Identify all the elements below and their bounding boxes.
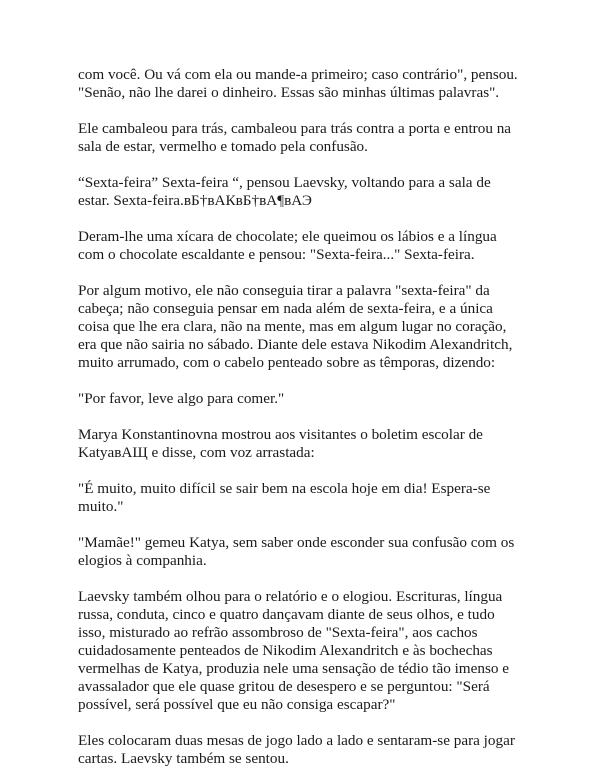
paragraph: "Mamãe!" gemeu Katya, sem saber onde esconder sua confusão com os elogios à companhia. xyxy=(78,534,515,569)
paragraph: Eles colocaram duas mesas de jogo lado a lado e sentaram-se para jogar cartas. Laevsky também se sentou. xyxy=(78,732,515,767)
paragraph: Por algum motivo, ele não conseguia tirar a palavra "sexta-feira" da cabeça; não conseguia pensar em nada além de sexta-feira, e a única coisa que lhe era clara, não na mente, mas em algum lugar no coração, era que não sairia no sábado. Diante dele estava Nikodim Alexandritch, muito arrumado, com o cabelo penteado sobre as têmporas, dizendo: xyxy=(78,282,513,371)
paragraph: "É muito, muito difícil se sair bem na escola hoje em dia! Espera-se muito." xyxy=(78,480,491,515)
paragraph: com você. Ou vá com ela ou mande-a primeiro; caso contrário", pensou. "Senão, não lhe darei o dinheiro. Essas são minhas últimas palavras". xyxy=(78,66,518,101)
paragraph: Laevsky também olhou para o relatório e o elogiou. Escrituras, língua russa, conduta, cinco e quatro dançavam diante de seus olhos, e tudo isso, misturado ao refrão assombroso de "Sexta-feira", aos cachos cuidadosamente penteados de Nikodim Alexandritch e às bochechas vermelhas de Katya, produzia nele uma sensação de tédio tão imenso e avassalador que ele quase gritou de desespero e se perguntou: "Será possível, será possível que eu não consiga escapar?" xyxy=(78,588,509,713)
paragraph: Ele cambaleou para trás, cambaleou para trás contra a porta e entrou na sala de estar, vermelho e tomado pela confusão. xyxy=(78,120,512,155)
paragraph: Deram-lhe uma xícara de chocolate; ele queimou os lábios e a língua com o chocolate escaldante e pensou: "Sexta-feira..." Sexta-feira. xyxy=(78,228,497,263)
paragraph: Marya Konstantinovna mostrou aos visitantes o boletim escolar de KatyaвАЩ e disse, com voz arrastada: xyxy=(78,426,483,461)
paragraph: "Por favor, leve algo para comer." xyxy=(78,390,285,407)
paragraph: “Sexta-feira” Sexta-feira “, pensou Laevsky, voltando para a sala de estar. Sexta-feira.вБ†вАКвБ†вА¶вАЭ xyxy=(78,174,491,209)
